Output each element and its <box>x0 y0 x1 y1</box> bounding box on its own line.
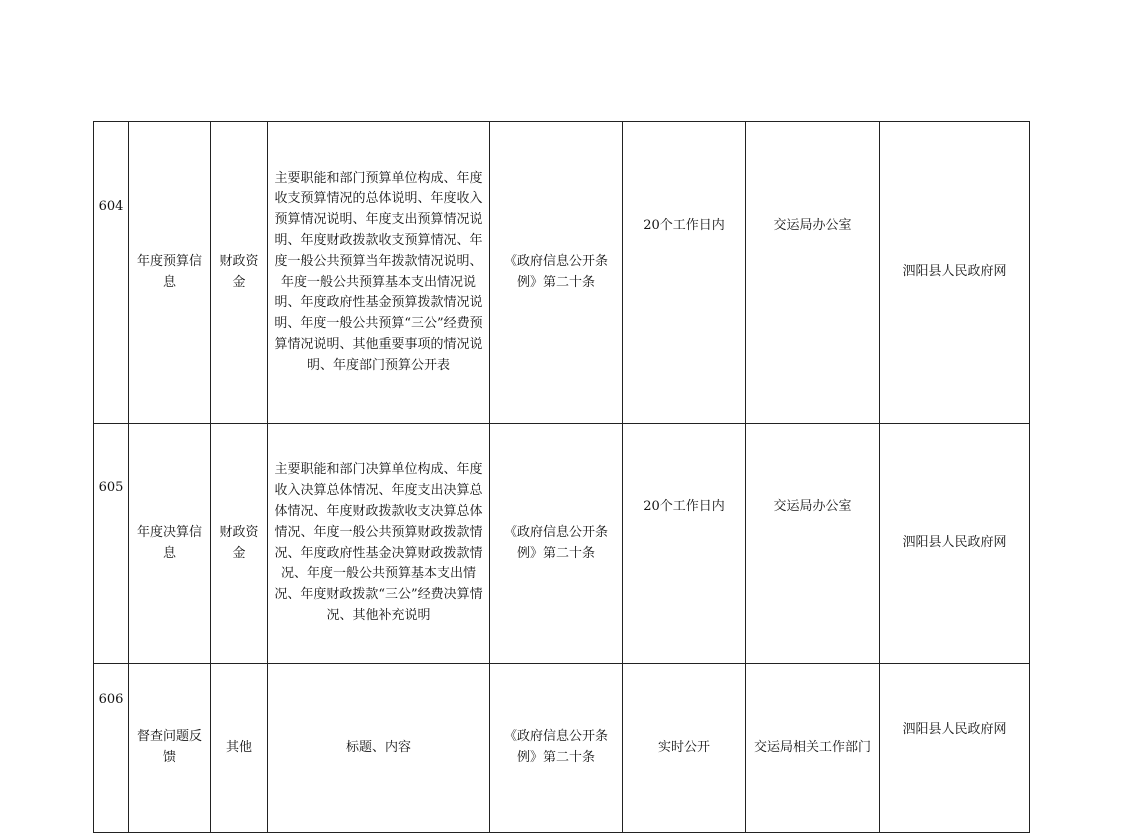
basis-cell: 《政府信息公开条例》第二十条 <box>490 122 623 424</box>
table-row <box>94 664 1030 833</box>
table-row <box>94 424 1030 664</box>
department-cell: 交运局办公室 <box>746 122 880 424</box>
disclosure-table <box>93 121 1030 833</box>
content-cell <box>268 424 490 664</box>
row-number-cell <box>94 664 129 833</box>
content-cell <box>268 664 490 833</box>
content-cell <box>268 122 490 424</box>
time-limit-cell: 实时公开 <box>623 664 746 833</box>
channel-cell: 泗阳县人民政府网 <box>880 122 1030 424</box>
channel-cell: 泗阳县人民政府网 <box>880 664 1030 833</box>
item-cell: 年度预算信息 <box>129 122 211 424</box>
time-limit-cell: 20个工作日内 <box>623 424 746 664</box>
item-cell: 督查问题反馈 <box>129 664 211 833</box>
category-cell: 财政资金 <box>211 122 268 424</box>
time-limit-cell: 20个工作日内 <box>623 122 746 424</box>
category-cell: 其他 <box>211 664 268 833</box>
table-row <box>94 122 1030 424</box>
content-text: 主要职能和部门预算单位构成、年度收支预算情况的总体说明、年度收入预算情况说明、年度支出预算情况说明、年度财政拨款收支预算情况、年度一般公共预算当年拨款情况说明、年度一般公共预算基本支出情况说明、年度政府性基金预算拨款情况说明、年度一般公共预算“三公”经费预算情况说明、其他重要事项的情况说明、年度部门预算公开表 <box>274 170 483 373</box>
category-cell: 财政资金 <box>211 424 268 664</box>
row-number: 606 <box>98 692 124 707</box>
department-cell: 交运局办公室 <box>746 424 880 664</box>
content-text: 标题、内容 <box>345 739 411 755</box>
department-cell: 交运局相关工作部门 <box>746 664 880 833</box>
row-number-cell <box>94 122 129 424</box>
row-number: 604 <box>98 199 124 214</box>
basis-cell: 《政府信息公开条例》第二十条 <box>490 424 623 664</box>
channel-cell: 泗阳县人民政府网 <box>880 424 1030 664</box>
content-text: 主要职能和部门决算单位构成、年度收入决算总体情况、年度支出决算总体情况、年度财政拨款收支决算总体情况、年度一般公共预算财政拨款情况、年度政府性基金决算财政拨款情况、年度一般公共预算基本支出情况、年度财政拨款“三公”经费决算情况、其他补充说明 <box>274 462 483 623</box>
basis-cell: 《政府信息公开条例》第二十条 <box>490 664 623 833</box>
row-number: 605 <box>98 480 124 495</box>
item-cell: 年度决算信息 <box>129 424 211 664</box>
row-number-cell <box>94 424 129 664</box>
